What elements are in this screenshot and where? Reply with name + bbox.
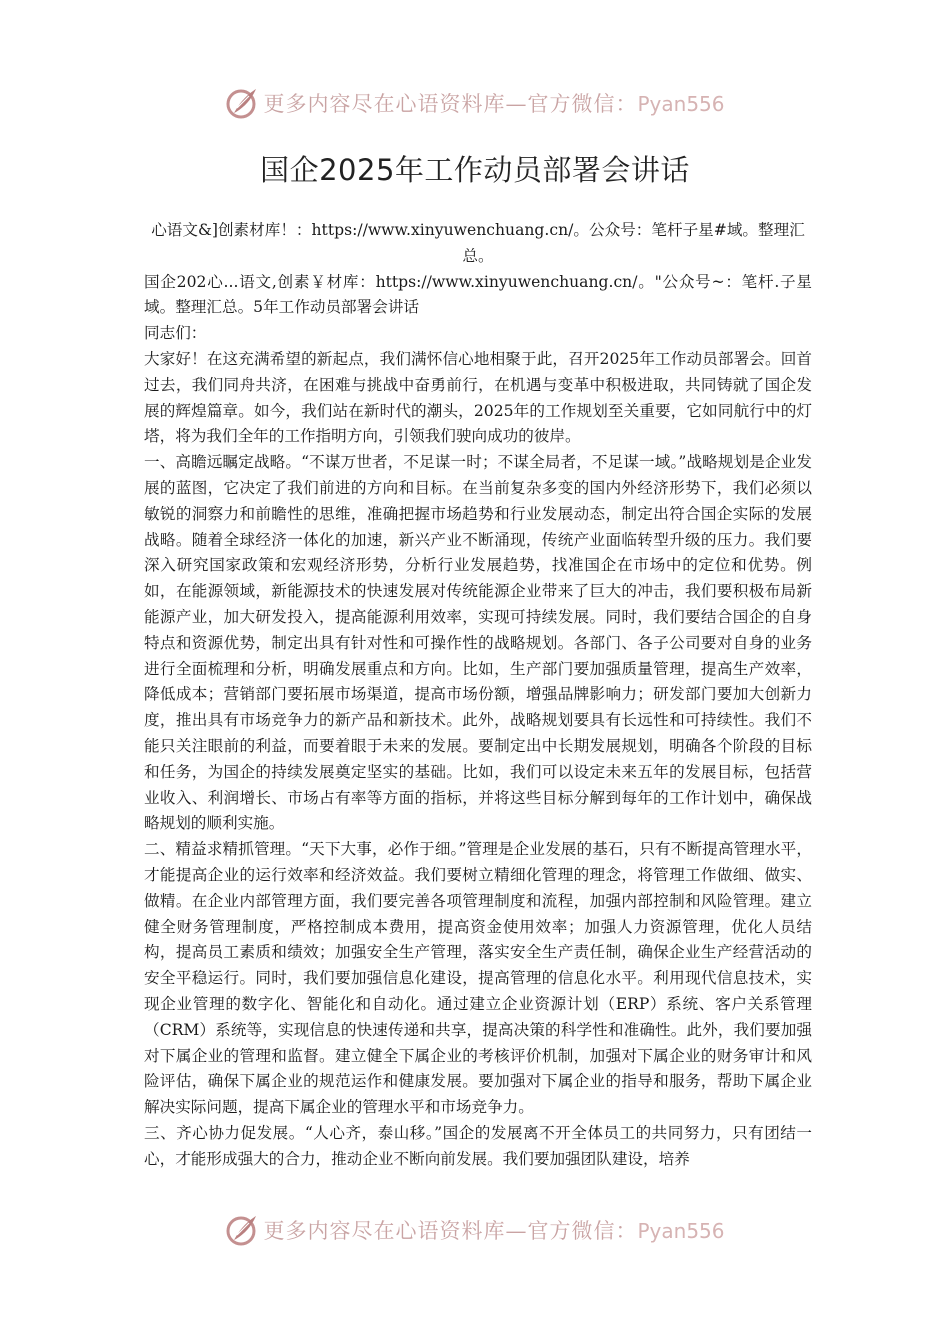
section-strategy: 一、高瞻远瞩定战略。“不谋万世者，不足谋一时；不谋全局者，不足谋一域。”战略规划是企业发展的蓝图，它决定了我们前进的方向和目标。在当前复杂多变的国内外经济形势下，我们必须以敏锐的洞察力和前瞻性的思维，准确把握市场趋势和行业发展动态，制定出符合国企实际的发展战略。随着全球经济一体化的加速，新兴产业不断涌现，传统产业面临转型升级的压力。我们要深入研究国家政策和宏观经济形势，分析行业发展趋势，找准国企在市场中的定位和优势。例如，在能源领域，新能源技术的快速发展对传统能源企业带来了巨大的冲击，我们要积极布局新能源产业，加大研发投入，提高能源利用效率，实现可持续发展。同时，我们要结合国企的自身特点和资源优势，制定出具有针对性和可操作性的战略规划。各部门、各子公司要对自身的业务进行全面梳理和分析，明确发展重点和方向。比如，生产部门要加强质量管理，提高生产效率，降低成本；营销部门要拓展市场渠道，提高市场份额，增强品牌影响力；研发部门要加大创新力度，推出具有市场竞争力的新产品和新技术。此外，战略规划要具有长远性和可持续性。我们不能只关注眼前的利益，而要着眼于未来的发展。要制定出中长期发展规划，明确各个阶段的目标和任务，为国企的持续发展奠定坚实的基础。比如，我们可以设定未来五年的发展目标，包括营业收入、利润增长、市场占有率等方面的指标，并将这些目标分解到每年的工作计划中，确保战略规划的顺利实施。 xyxy=(144,453,812,833)
banner-wechat-id: Pyan556 xyxy=(637,1219,725,1243)
section-management: 二、精益求精抓管理。“天下大事，必作于细。”管理是企业发展的基石，只有不断提高管理水平，才能提高企业的运行效率和经济效益。我们要树立精细化管理的理念，将管理工作做细、做实、做精。在企业内部管理方面，我们要完善各项管理制度和流程，加强内部控制和风险管理。建立健全财务管理制度，严格控制成本费用，提高资金使用效率；加强人力资源管理，优化人员结构，提高员工素质和绩效；加强安全生产管理，落实安全生产责任制，确保企业生产经营活动的安全平稳运行。同时，我们要加强信息化建设，提高管理的信息化水平。利用现代信息技术，实现企业管理的数字化、智能化和自动化。通过建立企业资源计划（ERP）系统、客户关系管理（CRM）系统等，实现信息的快速传递和共享，提高决策的科学性和准确性。此外，我们要加强对下属企业的管理和监督。建立健全下属企业的考核评价机制，加强对下属企业的财务审计和风险评估，确保下属企业的规范运作和健康发展。要加强对下属企业的指导和服务，帮助下属企业解决实际问题，提高下属企业的管理水平和市场竞争力。 xyxy=(144,840,812,1117)
paragraph: 国企202心...语文,创素￥材库：https://www.xinyuwenchuang.cn/。"公众号~：笔杆.子星域。整理汇总。5年工作动员部署会讲话 xyxy=(144,272,812,317)
footer-banner xyxy=(0,1208,950,1252)
quill-logo-icon xyxy=(225,86,259,120)
source-line: 心语文&]创素材库！：https://www.xinyuwenchuang.cn/。公众号：笔杆子星#域。整理汇总。 xyxy=(151,221,805,265)
document-body xyxy=(144,218,812,1172)
paragraph: 大家好！在这充满希望的新起点，我们满怀信心地相聚于此，召开2025年工作动员部署会。回首过去，我们同舟共济，在困难与挑战中奋勇前行，在机遇与变革中积极进取，共同铸就了国企发展的辉煌篇章。如今，我们站在新时代的潮头，2025年的工作规划至关重要，它如同航行中的灯塔，将为我们全年的工作指明方向，引领我们驶向成功的彼岸。 xyxy=(144,349,812,446)
salutation: 同志们： xyxy=(144,324,207,343)
banner-wechat-id: Pyan556 xyxy=(637,92,725,116)
banner-slogan: 更多内容尽在心语资料库—官方微信：Pyan556 xyxy=(263,92,725,116)
document-title: 国企2025年工作动员部署会讲话 xyxy=(260,153,690,187)
header-banner xyxy=(0,81,950,125)
banner-slogan: 更多内容尽在心语资料库—官方微信：Pyan556 xyxy=(263,1219,725,1243)
section-collaboration: 三、齐心协力促发展。“人心齐，泰山移。”国企的发展离不开全体员工的共同努力，只有团结一心，才能形成强大的合力，推动企业不断向前发展。我们要加强团队建设，培养 xyxy=(144,1123,812,1168)
quill-logo-icon xyxy=(225,1213,259,1247)
